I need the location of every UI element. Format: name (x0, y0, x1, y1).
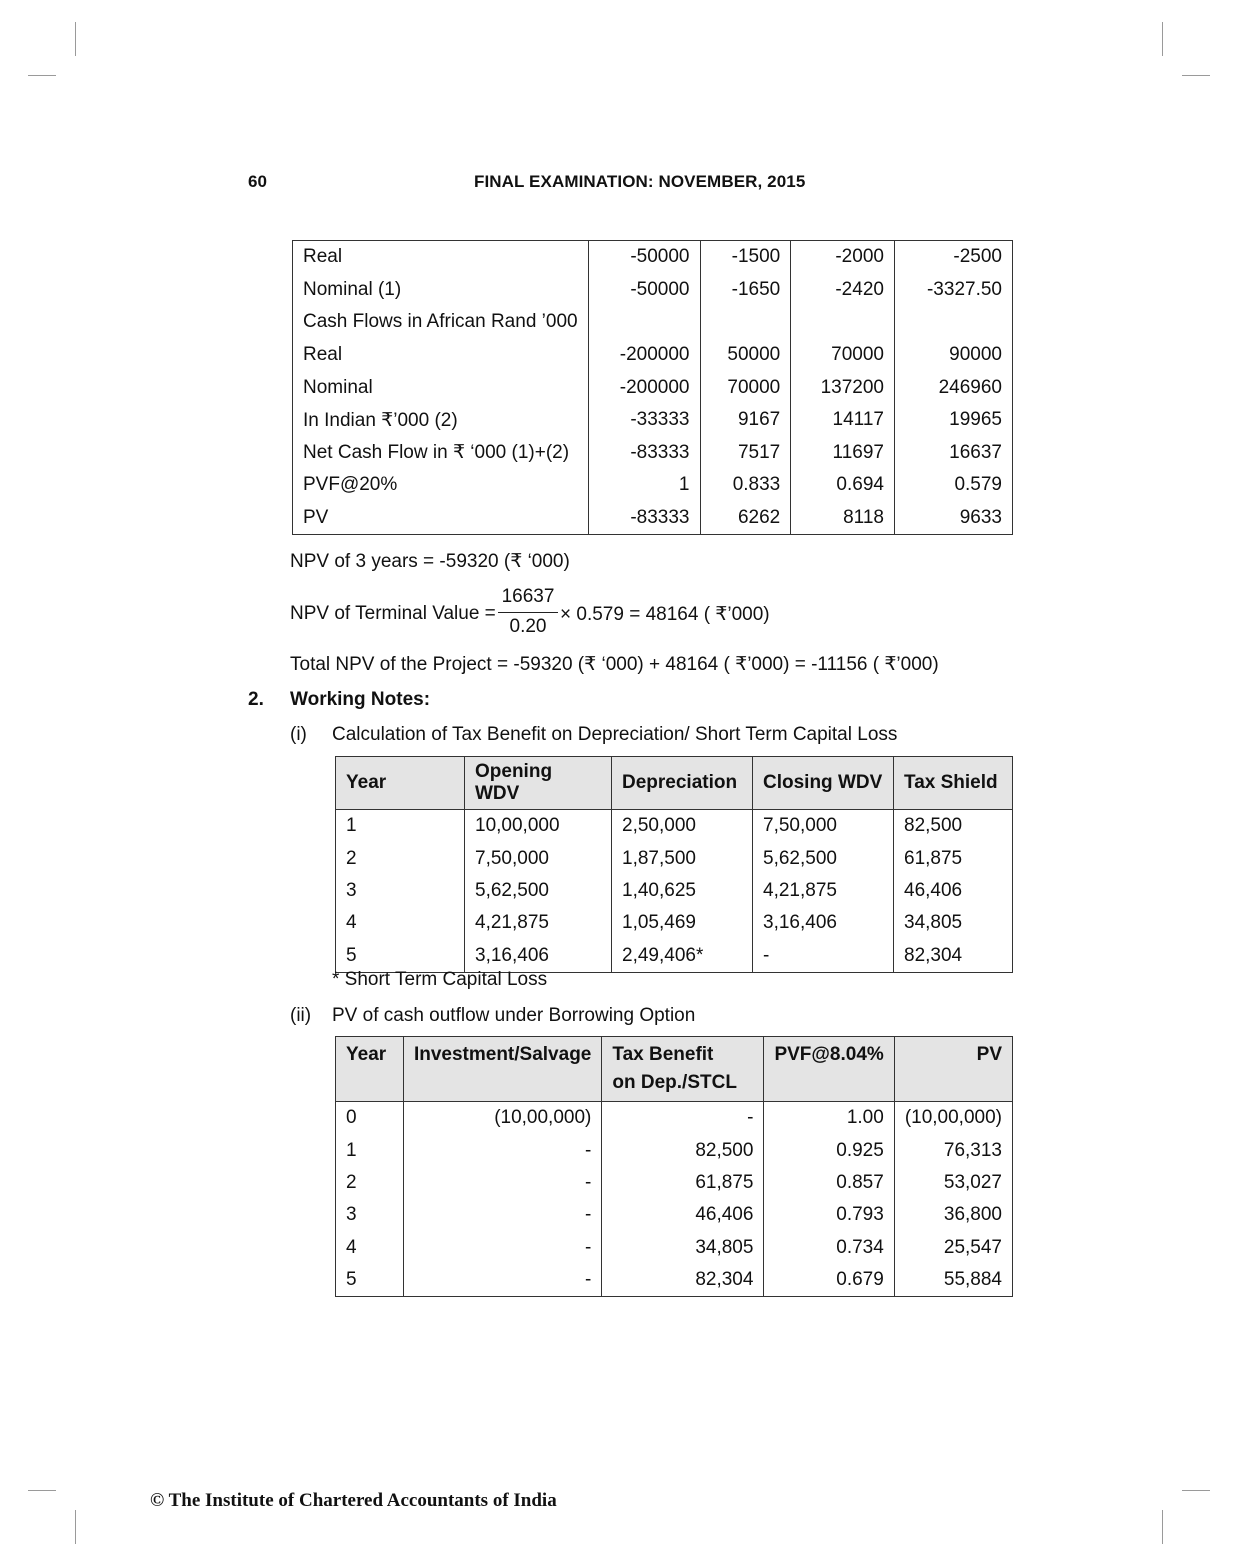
crop-mark (75, 1510, 76, 1544)
table-cell: 90000 (894, 339, 1012, 372)
row-label: Real (293, 241, 589, 274)
table-cell: 5 (336, 1264, 404, 1297)
table-row (293, 339, 1013, 372)
table-cell: 34,805 (894, 907, 1013, 939)
table-cell: 5 (336, 940, 465, 973)
table-cell: 137200 (791, 371, 895, 404)
column-header: Opening WDV (465, 757, 612, 810)
table-cell: 82,304 (602, 1264, 764, 1297)
table-row (293, 241, 1013, 274)
table-cell: 34,805 (602, 1232, 764, 1264)
table-cell: 1 (336, 810, 465, 843)
table-cell: 46,406 (602, 1199, 764, 1231)
table-cell: - (753, 940, 894, 973)
table-cell: -50000 (589, 241, 701, 274)
table-cell: -50000 (589, 274, 701, 307)
table-cell: -1650 (700, 274, 791, 307)
crop-mark (75, 22, 76, 56)
table-cell: -200000 (589, 371, 701, 404)
npv-terminal-rest: × 0.579 = 48164 ( ₹’000) (560, 604, 770, 625)
table-cell: 1.00 (764, 1102, 894, 1135)
table-cell: - (602, 1102, 764, 1135)
table-row (336, 810, 1013, 843)
row-label: Real (293, 339, 589, 372)
table-cell: 76,313 (894, 1134, 1012, 1166)
column-header: Tax Shield (894, 757, 1013, 810)
table-cell: 14117 (791, 404, 895, 437)
table-cell: 61,875 (602, 1167, 764, 1199)
table-cell: 82,304 (894, 940, 1013, 973)
table-header-row (336, 1037, 1013, 1102)
table-row (336, 1134, 1013, 1166)
table-cell: 2,49,406* (612, 940, 753, 973)
running-title: FINAL EXAMINATION: NOVEMBER, 2015 (474, 172, 806, 191)
table-cell: 3,16,406 (753, 907, 894, 939)
row-label: PV (293, 502, 589, 535)
table-cell: 7517 (700, 437, 791, 470)
crop-mark (1182, 75, 1210, 76)
table-cell: -83333 (589, 502, 701, 535)
table-row (293, 437, 1013, 470)
crop-mark (28, 1490, 56, 1491)
table-cell: 2 (336, 1167, 404, 1199)
table-row (336, 1264, 1013, 1297)
crop-mark (28, 75, 56, 76)
table-row (336, 940, 1013, 973)
table-cell: 4 (336, 907, 465, 939)
table-cell: 0.579 (894, 469, 1012, 502)
table-cell: 82,500 (894, 810, 1013, 843)
table-cell: - (403, 1199, 601, 1231)
crop-mark (1162, 22, 1163, 56)
table-row (336, 907, 1013, 939)
table-cell: - (403, 1264, 601, 1297)
row-label: In Indian ₹’000 (2) (293, 404, 589, 437)
table-cell: 1,87,500 (612, 842, 753, 874)
table-cell: -33333 (589, 404, 701, 437)
table-cell (589, 306, 701, 339)
column-header: PV (894, 1037, 1012, 1102)
table-row (293, 502, 1013, 535)
table-cell: 16637 (894, 437, 1012, 470)
subsection-title: Calculation of Tax Benefit on Depreciation/ Short Term Capital Loss (332, 724, 898, 745)
table-cell: -3327.50 (894, 274, 1012, 307)
table-cell: -2500 (894, 241, 1012, 274)
column-header: Closing WDV (753, 757, 894, 810)
row-label: Nominal (1) (293, 274, 589, 307)
table-header-row (336, 757, 1013, 810)
subsection-marker: (ii) (290, 1005, 312, 1026)
column-header: Investment/Salvage (403, 1037, 601, 1102)
table-cell: 3 (336, 875, 465, 907)
terminal-denominator: 0.20 (509, 616, 547, 637)
footer-copyright: © The Institute of Chartered Accountants of India (150, 1490, 557, 1511)
column-header: PVF@8.04% (764, 1037, 894, 1102)
table-row (336, 1232, 1013, 1264)
table-cell: -2420 (791, 274, 895, 307)
table-cell: - (403, 1167, 601, 1199)
crop-mark (1162, 1510, 1163, 1544)
table-cell: 0.679 (764, 1264, 894, 1297)
table-row (336, 1102, 1013, 1135)
table-cell: - (403, 1134, 601, 1166)
row-label: Nominal (293, 371, 589, 404)
table-row (336, 1199, 1013, 1231)
table-cell: 3,16,406 (465, 940, 612, 973)
table-cell: - (403, 1232, 601, 1264)
table-cell (894, 306, 1012, 339)
table-cell: 1 (589, 469, 701, 502)
npv-total: Total NPV of the Project = -59320 (₹ ‘000) + 48164 ( ₹’000) = -11156 ( ₹’000) (290, 654, 939, 675)
row-label: Cash Flows in African Rand ’000 (293, 306, 589, 339)
cash-flow-table (292, 240, 1013, 535)
table-cell: -200000 (589, 339, 701, 372)
table-cell: (10,00,000) (403, 1102, 601, 1135)
table-cell: 50000 (700, 339, 791, 372)
table-cell: 82,500 (602, 1134, 764, 1166)
table-row (293, 306, 1013, 339)
table-cell: 246960 (894, 371, 1012, 404)
table-row (293, 469, 1013, 502)
table-cell: 11697 (791, 437, 895, 470)
depreciation-table (335, 756, 1013, 973)
table-row (293, 371, 1013, 404)
row-label: PVF@20% (293, 469, 589, 502)
subsection-title: PV of cash outflow under Borrowing Option (332, 1005, 696, 1026)
terminal-numerator: 16637 (501, 586, 555, 607)
table-cell: 53,027 (894, 1167, 1012, 1199)
table-cell: 7,50,000 (753, 810, 894, 843)
borrowing-option-table (335, 1036, 1013, 1297)
table-cell: 46,406 (894, 875, 1013, 907)
table-row (336, 842, 1013, 874)
table-cell: 1,40,625 (612, 875, 753, 907)
table-row (336, 875, 1013, 907)
table-cell: (10,00,000) (894, 1102, 1012, 1135)
table-cell: 70000 (791, 339, 895, 372)
table-cell: 9167 (700, 404, 791, 437)
table-cell: 61,875 (894, 842, 1013, 874)
table-row (293, 274, 1013, 307)
column-header: Year (336, 757, 465, 810)
table-cell: 5,62,500 (465, 875, 612, 907)
table-cell: 0.694 (791, 469, 895, 502)
column-header-line: Tax Benefit (612, 1044, 714, 1065)
column-header (602, 1037, 764, 1102)
npv-terminal-label: NPV of Terminal Value = (290, 603, 496, 624)
table-cell: 9633 (894, 502, 1012, 535)
table-cell: -83333 (589, 437, 701, 470)
subsection-marker: (i) (290, 724, 307, 745)
table-cell: 55,884 (894, 1264, 1012, 1297)
table-cell: 2 (336, 842, 465, 874)
table-cell (700, 306, 791, 339)
column-header: Depreciation (612, 757, 753, 810)
npv-three-years: NPV of 3 years = -59320 (₹ ‘000) (290, 551, 570, 572)
table-cell: 10,00,000 (465, 810, 612, 843)
table-cell: 6262 (700, 502, 791, 535)
table-cell: 4 (336, 1232, 404, 1264)
page-number: 60 (248, 172, 267, 191)
table-row (293, 404, 1013, 437)
footnote: * Short Term Capital Loss (332, 969, 548, 990)
table-cell: 0.925 (764, 1134, 894, 1166)
table-cell: 0 (336, 1102, 404, 1135)
table-cell: 7,50,000 (465, 842, 612, 874)
table-cell: -1500 (700, 241, 791, 274)
table-cell: 70000 (700, 371, 791, 404)
fraction-line (498, 612, 558, 613)
table-cell: 1,05,469 (612, 907, 753, 939)
table-cell: 1 (336, 1134, 404, 1166)
table-cell: 25,547 (894, 1232, 1012, 1264)
table-cell (791, 306, 895, 339)
table-cell: 4,21,875 (753, 875, 894, 907)
section-title: Working Notes: (290, 689, 431, 710)
table-cell: -2000 (791, 241, 895, 274)
table-cell: 0.857 (764, 1167, 894, 1199)
table-cell: 0.833 (700, 469, 791, 502)
table-cell: 0.734 (764, 1232, 894, 1264)
table-cell: 3 (336, 1199, 404, 1231)
crop-mark (1182, 1490, 1210, 1491)
table-cell: 36,800 (894, 1199, 1012, 1231)
table-row (336, 1167, 1013, 1199)
row-label: Net Cash Flow in ₹ ‘000 (1)+(2) (293, 437, 589, 470)
table-cell: 0.793 (764, 1199, 894, 1231)
table-cell: 4,21,875 (465, 907, 612, 939)
table-cell: 2,50,000 (612, 810, 753, 843)
table-cell: 19965 (894, 404, 1012, 437)
column-header-line: on Dep./STCL (612, 1072, 737, 1093)
table-cell: 8118 (791, 502, 895, 535)
column-header: Year (336, 1037, 404, 1102)
table-cell: 5,62,500 (753, 842, 894, 874)
section-number: 2. (248, 689, 264, 710)
